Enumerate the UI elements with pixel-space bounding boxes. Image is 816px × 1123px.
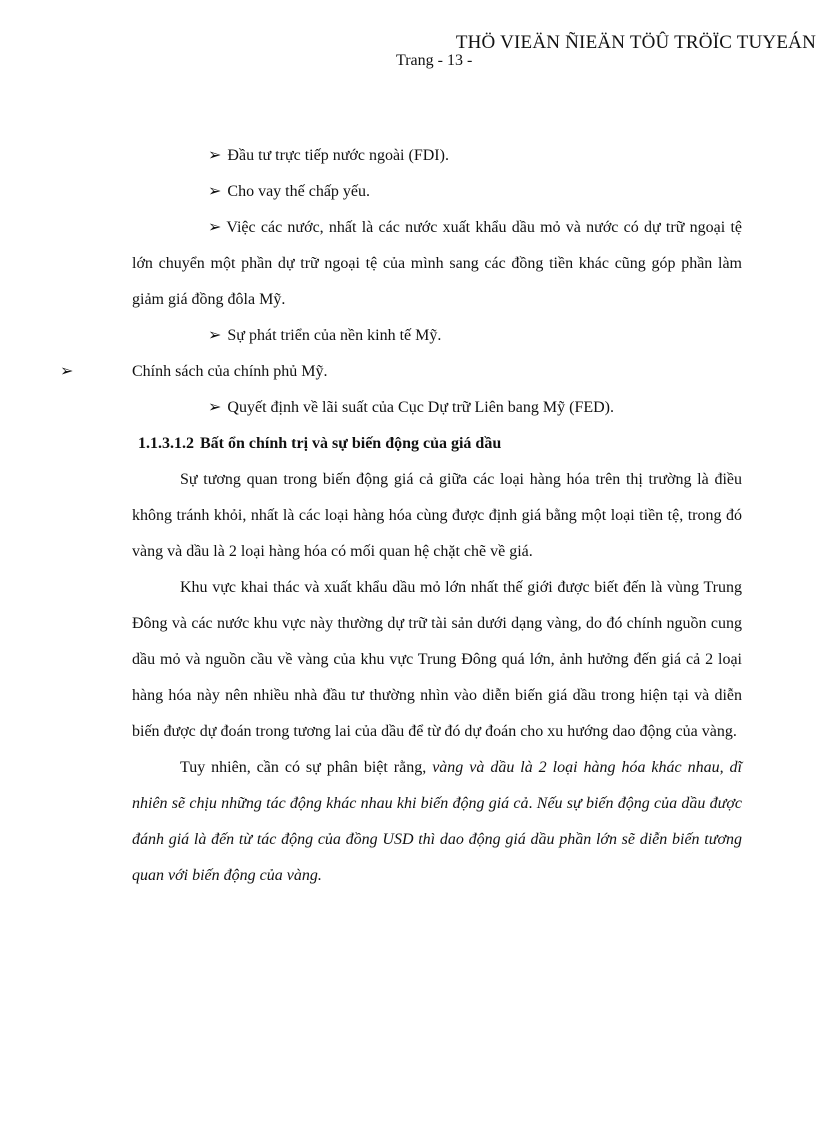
bullet-text: Sự phát triển của nền kinh tế Mỹ. <box>227 327 442 344</box>
document-body <box>60 138 743 894</box>
paragraph-3 <box>132 750 742 894</box>
arrow-bullet-icon: ➢ <box>208 183 222 200</box>
bullet-text: Quyết định về lãi suất của Cục Dự trữ Liên bang Mỹ (FED). <box>227 399 614 416</box>
arrow-bullet-icon: ➢ <box>208 147 222 164</box>
paragraph-3-italic-2: Nếu sự biến động của dầu được đánh giá là đến từ tác động của đồng USD thì dao động giá dầu phần lớn sẽ diễn biến tương quan với biến động của vàng. <box>132 795 742 884</box>
bullet-text: Việc các nước, nhất là các nước xuất khẩu dầu mỏ và nước có dự trữ ngoại tệ lớn chuyển một phần dự trữ ngoại tệ của mình sang các đồng tiền khác cũng góp phần làm giảm giá đồng đôla Mỹ. <box>132 219 742 308</box>
bullet-text: Cho vay thế chấp yếu. <box>227 183 371 200</box>
arrow-bullet-icon: ➢ <box>208 219 222 236</box>
bullet-us-economy <box>132 318 742 354</box>
bullet-fed <box>132 390 742 426</box>
bullet-text: Đầu tư trực tiếp nước ngoài (FDI). <box>227 147 449 164</box>
paragraph-3-italic-1: vàng và dầu là 2 loại hàng hóa khác nhau, dĩ nhiên sẽ chịu những tác động khác nhau khi biến động giá cả <box>132 759 743 812</box>
bullet-text: Chính sách của chính phủ Mỹ. <box>132 363 328 380</box>
bullet-reserves <box>132 210 742 318</box>
paragraph-3-intro: Tuy nhiên, cần có sự phân biệt rằng, <box>180 759 433 776</box>
paragraph-1: Sự tương quan trong biến động giá cả giữa các loại hàng hóa trên thị trường là điều không tránh khỏi, nhất là các loại hàng hóa cùng được định giá bằng một loại tiền tệ, trong đó vàng và dầu là 2 loại hàng hóa có mối quan hệ chặt chẽ về giá. <box>132 471 742 560</box>
paragraph-3-separator: . <box>528 795 537 812</box>
running-header-title: THÖ VIEÄN ÑIEÄN TÖÛ TRÖÏC TUYEÁN <box>455 32 816 53</box>
arrow-bullet-icon: ➢ <box>60 363 74 380</box>
page-number: Trang - 13 - <box>396 52 473 69</box>
section-title: Bất ổn chính trị và sự biến động của giá dầu <box>200 435 502 452</box>
arrow-bullet-icon: ➢ <box>208 327 222 344</box>
bullet-mortgage <box>132 174 742 210</box>
bullet-us-policy <box>60 354 742 390</box>
section-number: 1.1.3.1.2 <box>138 435 194 452</box>
arrow-bullet-icon: ➢ <box>208 399 222 416</box>
bullet-fdi <box>132 138 742 174</box>
paragraph-2: Khu vực khai thác và xuất khẩu dầu mỏ lớn nhất thế giới được biết đến là vùng Trung Đông và các nước khu vực này thường dự trữ tài sản dưới dạng vàng, do đó chính nguồn cung dầu mỏ và nguồn cầu về vàng của khu vực Trung Đông quá lớn, ảnh hưởng đến giá cả 2 loại hàng hóa này nên nhiều nhà đầu tư thường nhìn vào diễn biến giá dầu trong hiện tại và diễn biến được dự đoán trong tương lai của dầu để từ đó dự đoán cho xu hướng dao động của vàng. <box>132 579 742 740</box>
section-heading <box>138 426 742 462</box>
